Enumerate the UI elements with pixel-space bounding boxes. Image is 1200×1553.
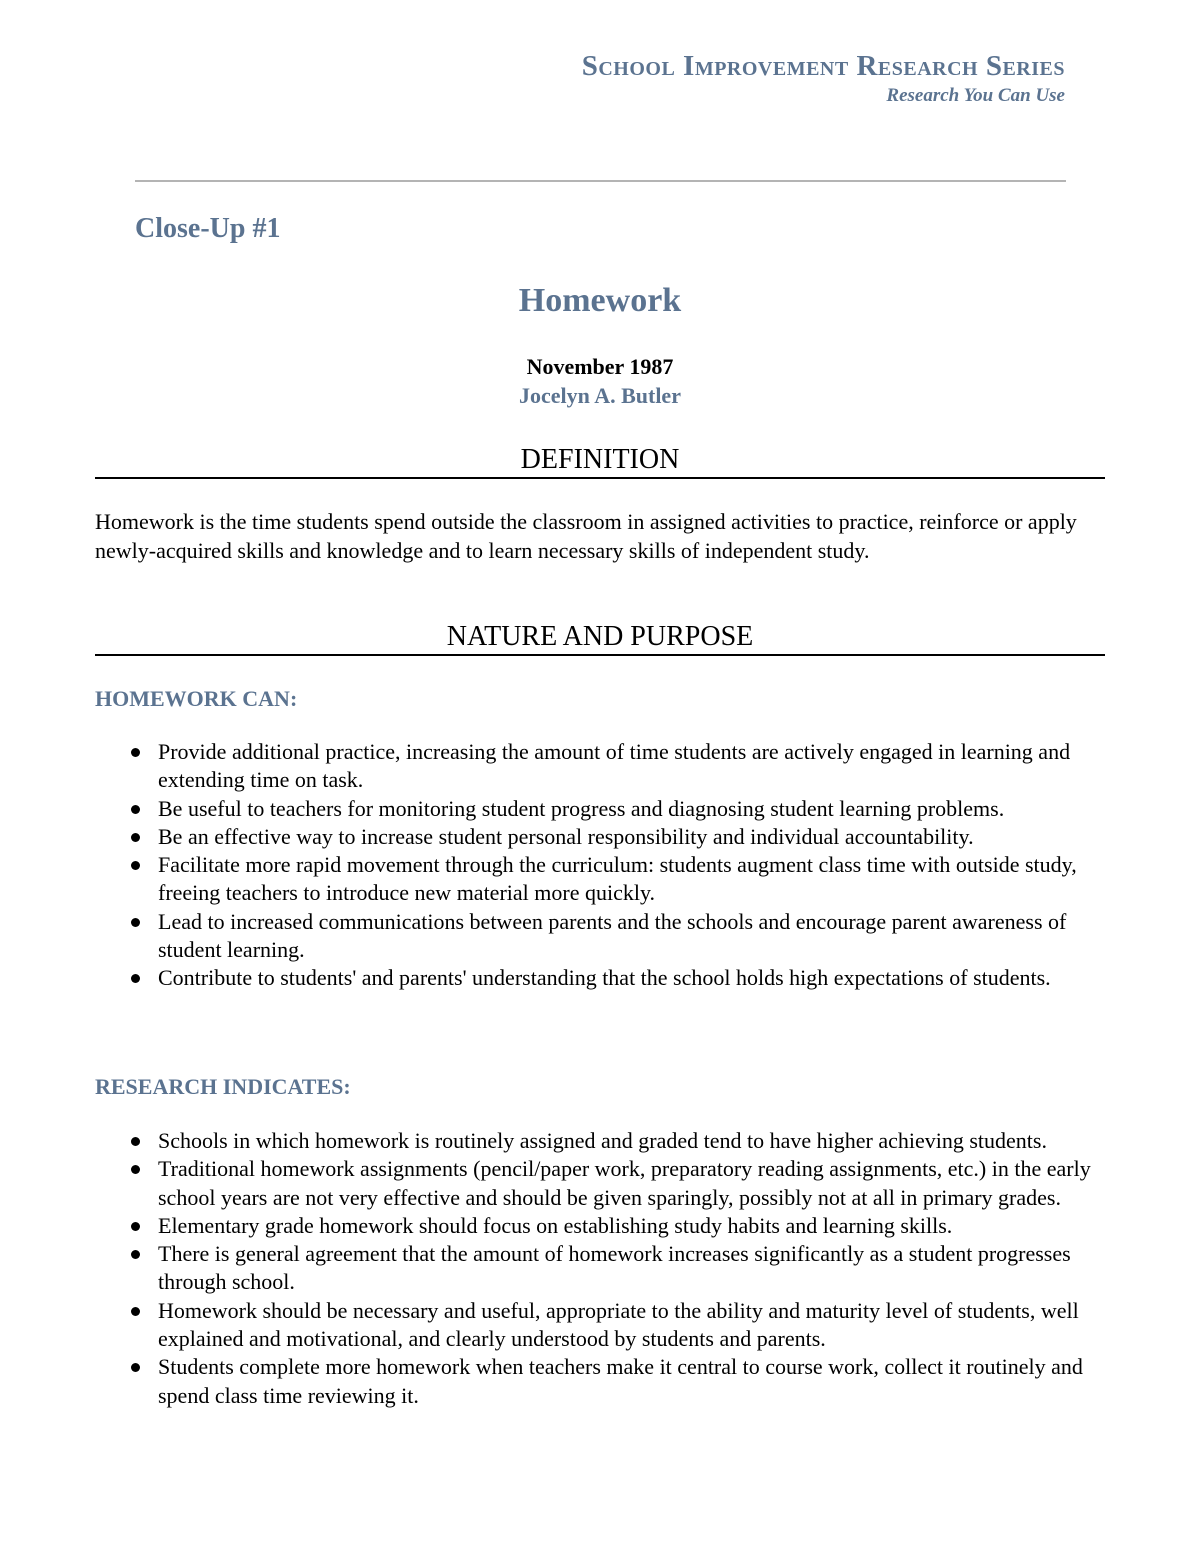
- bullet-icon: [131, 974, 140, 983]
- list-item-text: Students complete more homework when teachers make it central to course work, collect it routinely and spend class time reviewing it.: [158, 1354, 1083, 1408]
- bullet-icon: [131, 833, 140, 842]
- bullet-icon: [131, 861, 140, 870]
- list-item: [95, 738, 1105, 795]
- bullet-icon: [131, 1250, 140, 1259]
- list-item-text: Lead to increased communications between parents and the schools and encourage parent awareness of student learning.: [158, 908, 1067, 963]
- list-item: [95, 1212, 1105, 1240]
- bullet-icon: [131, 748, 140, 757]
- closeup-label: Close-Up #1: [135, 213, 281, 244]
- list-item-text: Provide additional practice, increasing the amount of time students are actively engaged in learning and extending time on task.: [158, 739, 1071, 793]
- definition-heading: DEFINITION: [95, 443, 1105, 479]
- list-item: [95, 1297, 1105, 1354]
- research-indicates-heading: RESEARCH INDICATES:: [95, 1074, 351, 1099]
- bullet-icon: [131, 1137, 140, 1146]
- list-item: [95, 1353, 1105, 1410]
- list-item: [95, 795, 1105, 823]
- research-indicates-list: [95, 1127, 1105, 1410]
- list-item-text: Facilitate more rapid movement through the curriculum: students augment class time with outside study, freeing teachers to introduce new material more quickly.: [158, 852, 1077, 906]
- homework-can-heading: HOMEWORK CAN:: [95, 686, 298, 711]
- list-item-text: Traditional homework assignments (pencil/paper work, preparatory reading assignments, etc.) in the early school years are not very effective and should be given sparingly, possibly not at all in primary grades.: [158, 1156, 1091, 1210]
- list-item: [95, 1155, 1105, 1212]
- series-subtitle: Research You Can Use: [886, 85, 1065, 106]
- list-item: [95, 964, 1105, 992]
- list-item: [95, 908, 1105, 965]
- bullet-icon: [131, 1222, 140, 1231]
- list-item-text: Be an effective way to increase student personal responsibility and individual accountability.: [158, 823, 974, 849]
- header-divider: [135, 180, 1066, 182]
- nature-purpose-heading: NATURE AND PURPOSE: [95, 620, 1105, 656]
- list-item-text: There is general agreement that the amount of homework increases significantly as a student progresses through school.: [158, 1241, 1071, 1295]
- bullet-icon: [131, 805, 140, 814]
- list-item-text: Be useful to teachers for monitoring student progress and diagnosing student learning problems.: [158, 795, 1005, 821]
- list-item-text: Elementary grade homework should focus on establishing study habits and learning skills.: [158, 1212, 953, 1238]
- list-item: [95, 823, 1105, 851]
- bullet-icon: [131, 1363, 140, 1372]
- list-item-text: Homework should be necessary and useful, appropriate to the ability and maturity level of students, well explained and motivational, and clearly understood by students and parents.: [158, 1297, 1079, 1352]
- list-item: [95, 1127, 1105, 1155]
- document-title: Homework: [518, 282, 682, 319]
- document-date: November 1987: [526, 354, 674, 379]
- document-author: Jocelyn A. Butler: [519, 383, 681, 408]
- list-item-text: Contribute to students' and parents' understanding that the school holds high expectations of students.: [158, 965, 1051, 991]
- bullet-icon: [131, 1307, 140, 1316]
- homework-can-list: [95, 738, 1105, 993]
- definition-text: Homework is the time students spend outside the classroom in assigned activities to practice, reinforce or apply newly-acquired skills and knowledge and to learn necessary skills of independent study.: [95, 509, 1077, 563]
- list-item: [95, 1240, 1105, 1297]
- series-title: School Improvement Research Series: [581, 50, 1065, 82]
- list-item-text: Schools in which homework is routinely assigned and graded tend to have higher achieving students.: [158, 1128, 1047, 1153]
- bullet-icon: [131, 1165, 140, 1174]
- list-item: [95, 851, 1105, 908]
- bullet-icon: [131, 918, 140, 927]
- series-header: [582, 50, 1065, 108]
